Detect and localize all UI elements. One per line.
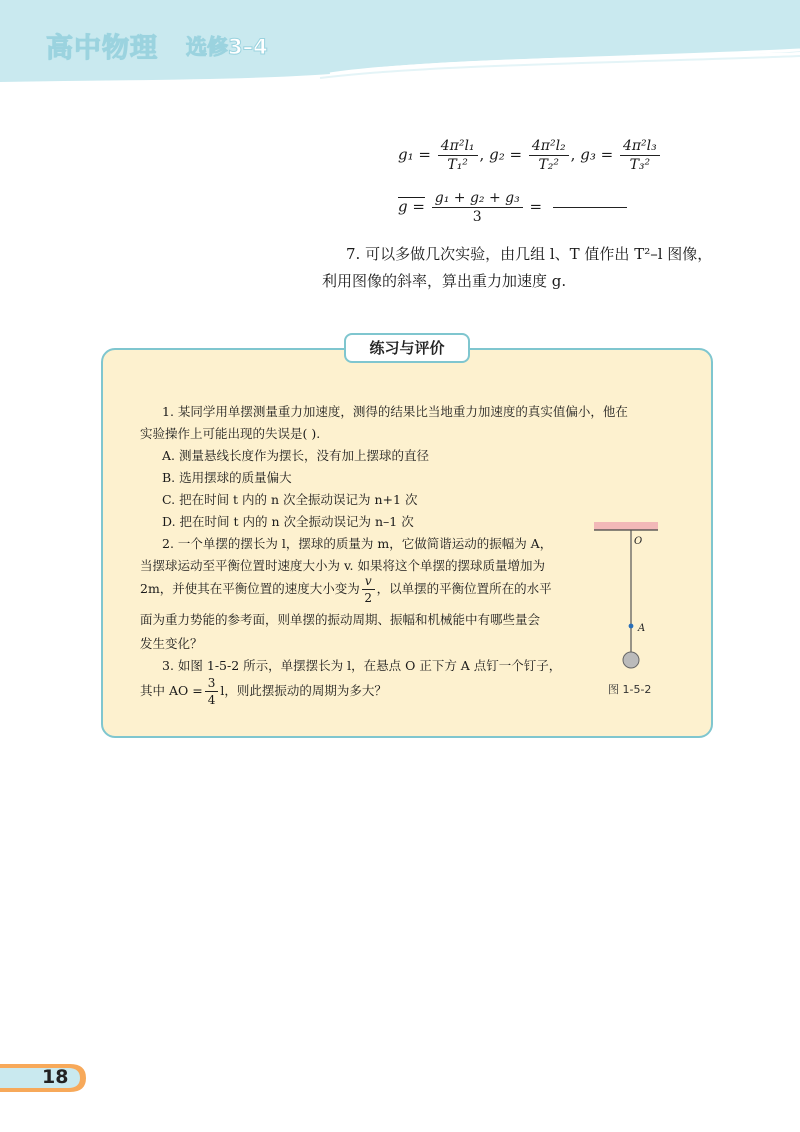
book-title: 高中物理 [46, 33, 158, 64]
book-subtitle: 选修3–4 [186, 35, 268, 59]
q2-line2: 当摆球运动至平衡位置时速度大小为 v. 如果将这个单摆的摆球质量增加为 [140, 558, 546, 573]
q1-option-c: C. 把在时间 t 内的 n 次全振动误记为 n+1 次 [162, 492, 418, 507]
q3-line2-pre: 其中 AO = [140, 683, 203, 698]
page-number: 18 [42, 1066, 69, 1088]
q3-line1: 3. 如图 1-5-2 所示，单摆摆长为 l，在悬点 O 正下方 A 点钉一个钉子， [162, 658, 562, 673]
q1-line1: 1. 某同学用单摆测量重力加速度，测得的结果比当地重力加速度的真实值偏小，他在 [162, 404, 628, 419]
g3-fraction [620, 138, 660, 173]
g2-fraction [529, 138, 569, 173]
g1-lhs: g₁ = [398, 145, 431, 164]
step7-line2: 利用图像的斜率，算出重力加速度 g. [322, 272, 567, 290]
pendulum-bob [623, 652, 639, 668]
avg-numerator: g₁ + g₂ + g₃ [432, 190, 523, 208]
q1-option-a: A. 测量悬线长度作为摆长，没有加上摆球的直径 [162, 448, 429, 463]
formula-average [398, 190, 627, 225]
avg-equals: = [529, 197, 543, 216]
separator: , [479, 145, 485, 164]
g3-numerator: 4π²l₃ [620, 138, 660, 156]
label-o: O [634, 536, 643, 547]
q3-frac-den: 4 [207, 693, 216, 707]
figure-caption: 图 1-5-2 [608, 683, 652, 696]
q2-frac-den: 2 [364, 591, 373, 605]
q2-line3-post: ，以单摆的平衡位置所在的水平 [376, 581, 552, 596]
avg-denominator: 3 [472, 209, 482, 225]
q1-line2: 实验操作上可能出现的失误是( ). [140, 426, 321, 441]
pendulum-figure [594, 520, 664, 672]
g1-denominator: T₁² [447, 157, 468, 173]
g3-denominator: T₃² [629, 157, 651, 173]
g2-lhs: g₂ = [489, 145, 523, 164]
g1-numerator: 4π²l₁ [438, 138, 478, 156]
q1-option-b: B. 选用摆球的质量偏大 [162, 470, 292, 485]
q2-line1: 2. 一个单摆的摆长为 l，摆球的质量为 m，它做简谐运动的振幅为 A， [162, 536, 553, 551]
ceiling-support [594, 522, 658, 530]
q3-line2 [140, 676, 387, 707]
q2-line5: 发生变化？ [140, 636, 203, 651]
page-header [0, 0, 800, 82]
q2-line3-pre: 2m，并使其在平衡位置的速度大小变为 [140, 581, 360, 596]
formula-g-values [398, 138, 662, 173]
q2-line3 [140, 574, 552, 605]
separator: , [570, 145, 576, 164]
q2-fraction [362, 574, 375, 605]
answer-blank [553, 207, 627, 208]
avg-lhs: g = [398, 197, 425, 216]
label-a: A [638, 623, 646, 634]
q1-option-d: D. 把在时间 t 内的 n 次全振动误记为 n–1 次 [162, 514, 414, 529]
nail-point-a [629, 624, 634, 629]
g3-lhs: g₃ = [580, 145, 614, 164]
g2-numerator: 4π²l₂ [529, 138, 569, 156]
q3-fraction [205, 676, 219, 707]
q3-frac-num: 3 [205, 676, 219, 692]
step7-line1: 7. 可以多做几次实验，由几组 l、T 值作出 T²–l 图像， [346, 245, 713, 263]
q2-frac-num: v [362, 574, 375, 590]
avg-fraction [432, 190, 523, 225]
q2-line4: 面为重力势能的参考面，则单摆的振动周期、振幅和机械能中有哪些量会 [140, 612, 541, 627]
g1-fraction [438, 138, 478, 173]
exercise-tab-label: 练习与评价 [344, 333, 470, 363]
q3-line2-post: l，则此摆振动的周期为多大？ [220, 683, 387, 698]
g2-denominator: T₂² [538, 157, 560, 173]
